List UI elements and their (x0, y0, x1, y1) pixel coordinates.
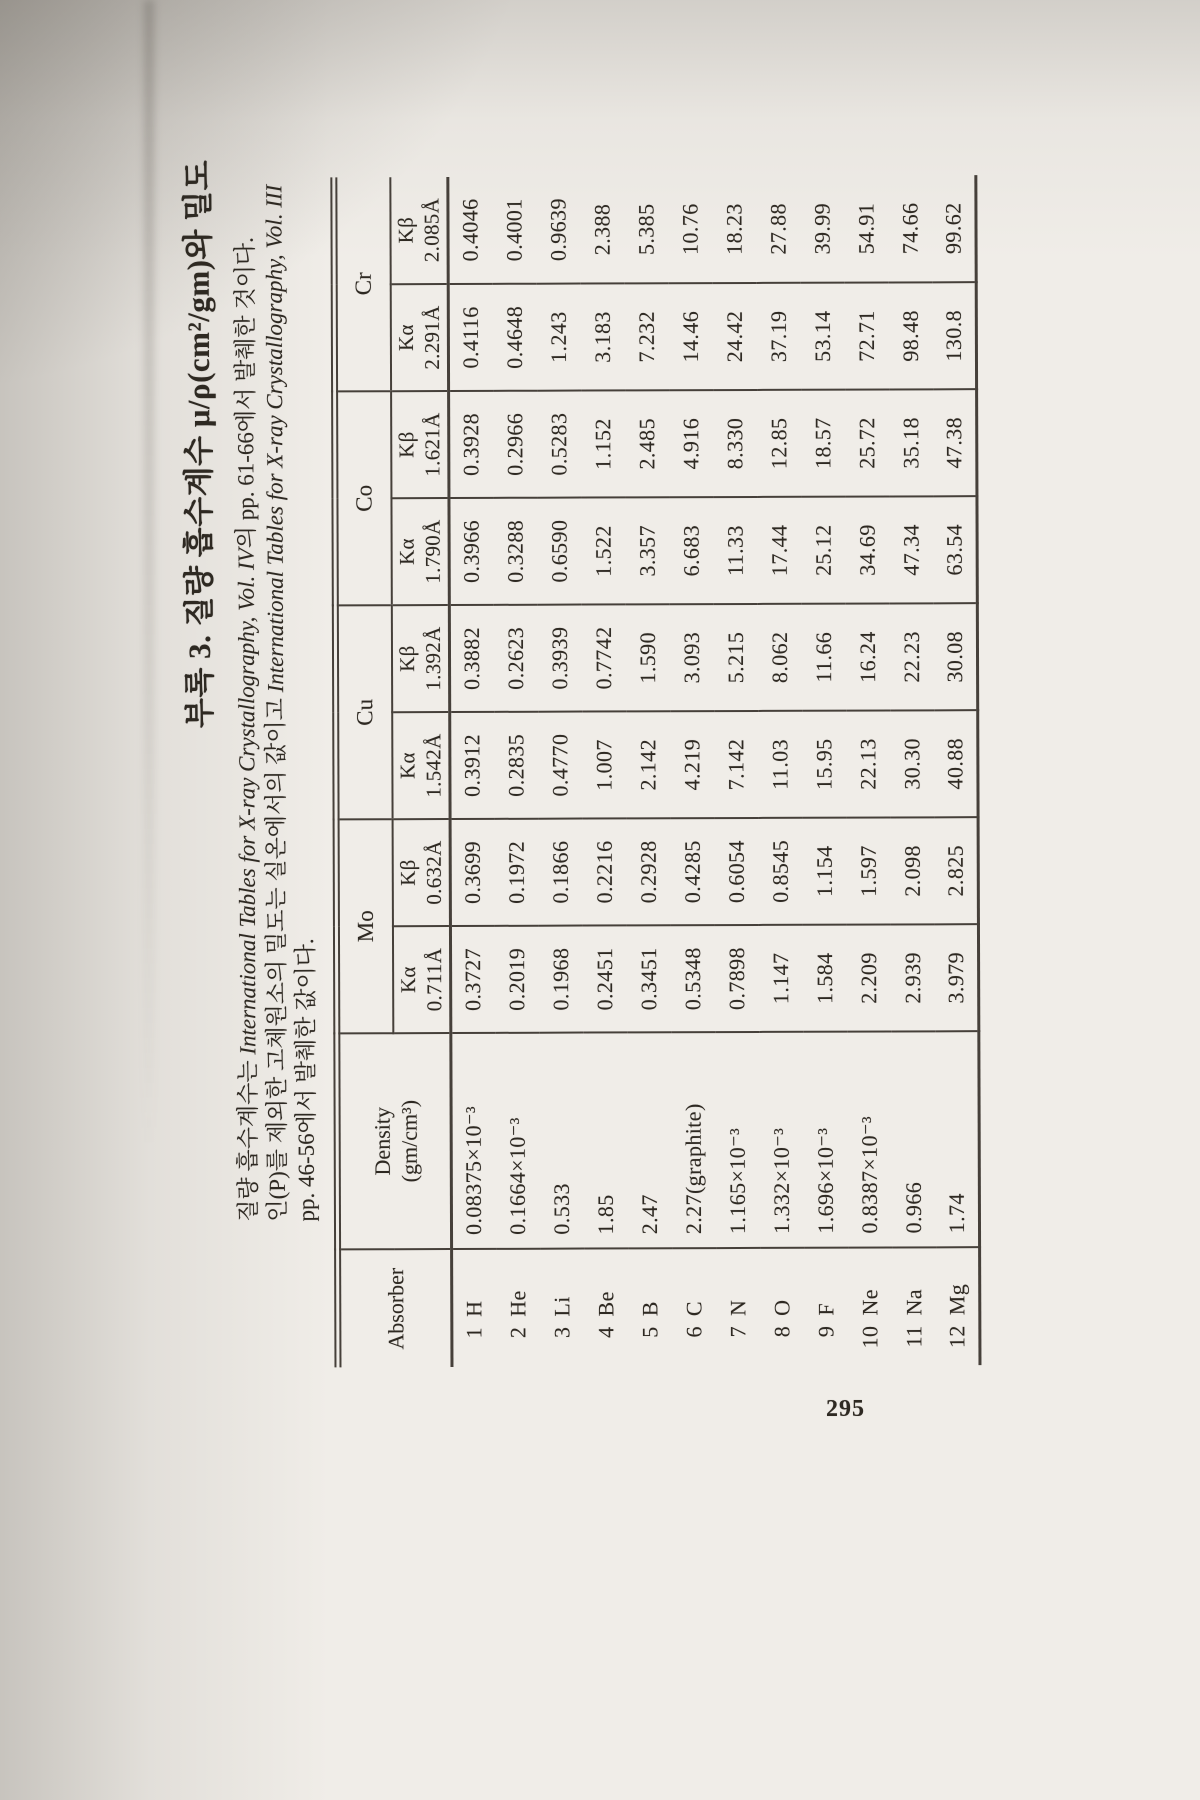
co-kb-cell: 12.85 (757, 390, 801, 497)
absorber-cell (496, 1249, 540, 1367)
table-row (624, 176, 672, 1366)
element-symbol: Ne (856, 1289, 882, 1316)
co-ka-cell: 25.12 (801, 497, 845, 604)
header-cr-kb: Kβ 2.085Å (390, 177, 448, 284)
caption (230, 159, 321, 1221)
mo-kb-cell: 0.3699 (450, 819, 494, 926)
cu-kb-cell: 5.215 (713, 604, 757, 711)
absorber-cell (760, 1248, 804, 1366)
cu-kb-cell: 1.590 (625, 604, 669, 711)
co-kb-cell: 0.5283 (537, 391, 581, 498)
mo-kb-cell: 0.4285 (670, 818, 714, 925)
header-mo-kb: Kβ 0.632Å (392, 819, 450, 926)
cu-ka-cell: 15.95 (802, 711, 846, 818)
density-cell: 1.696×10⁻³ (803, 1032, 848, 1248)
element-symbol: H (461, 1300, 487, 1317)
cr-kb-cell: 74.66 (888, 175, 932, 282)
absorber-cell (452, 1249, 496, 1367)
cr-ka-cell: 3.183 (580, 283, 624, 390)
caption-line-1 (230, 160, 263, 1222)
cr-ka-cell: 72.71 (844, 282, 888, 389)
mo-ka-cell: 0.2451 (582, 925, 626, 1032)
cr-ka-cell: 0.4648 (492, 284, 536, 391)
cr-kb-cell: 0.9639 (536, 177, 580, 284)
header-density-line2: (gm/cm³) (396, 1099, 422, 1183)
element-number: 12 (944, 1325, 970, 1349)
page-number: 295 (826, 1396, 865, 1422)
header-cr-ka: Kα 2.291Å (390, 284, 448, 391)
co-ka-cell: 11.33 (713, 497, 757, 604)
co-kb-cell: 47.38 (933, 389, 977, 496)
absorber-cell (716, 1248, 760, 1366)
cr-kb-cell: 5.385 (624, 176, 668, 283)
cu-kb-cell: 22.23 (889, 603, 933, 710)
density-cell: 2.47 (627, 1032, 672, 1248)
cr-kb-cell: 99.62 (932, 175, 976, 282)
element-symbol: B (636, 1301, 662, 1317)
mo-ka-cell: 3.979 (934, 924, 978, 1031)
table-row (492, 177, 540, 1367)
caption-text: 의 pp. 61-66에서 발췌한 것이다. (232, 237, 259, 549)
co-kb-cell: 18.57 (801, 390, 845, 497)
density-cell: 0.8387×10⁻³ (847, 1031, 892, 1247)
absorber-cell (628, 1248, 672, 1366)
cr-kb-cell: 10.76 (668, 176, 712, 283)
co-ka-cell: 0.3288 (493, 498, 537, 605)
co-kb-cell: 35.18 (889, 389, 933, 496)
table-row (932, 175, 980, 1365)
cr-ka-cell: 53.14 (800, 283, 844, 390)
co-kb-cell: 0.2966 (493, 391, 537, 498)
element-symbol: He (504, 1290, 530, 1317)
cu-ka-cell: 30.30 (890, 710, 934, 817)
element-number: 10 (856, 1325, 882, 1349)
cu-kb-cell: 0.3882 (449, 605, 493, 712)
cu-ka-cell: 2.142 (626, 711, 670, 818)
mo-kb-cell: 0.6054 (714, 818, 758, 925)
absorber-cell (892, 1247, 936, 1365)
cu-ka-cell: 0.4770 (538, 712, 582, 819)
density-cell: 0.08375×10⁻³ (451, 1033, 496, 1249)
element-number: 7 (724, 1325, 750, 1338)
cu-ka-cell: 4.219 (670, 711, 714, 818)
density-cell: 2.27(graphite) (671, 1032, 716, 1248)
co-ka-cell: 1.522 (581, 497, 625, 604)
element-symbol: Li (548, 1296, 574, 1317)
caption-line-2 (259, 160, 292, 1222)
table-row (448, 177, 496, 1367)
cu-kb-cell: 0.7742 (581, 604, 625, 711)
element-number: 6 (680, 1326, 706, 1338)
cr-ka-cell: 37.19 (756, 283, 800, 390)
table-row (800, 176, 848, 1366)
mo-ka-cell: 0.7898 (714, 925, 758, 1032)
table-row (888, 175, 936, 1365)
mo-kb-cell: 0.1972 (494, 819, 538, 926)
element-number: 4 (592, 1326, 618, 1338)
cr-ka-cell: 1.243 (536, 284, 580, 391)
title-caption-block (172, 159, 321, 1221)
mo-ka-cell: 1.147 (758, 925, 802, 1032)
mo-kb-cell: 2.098 (890, 817, 934, 924)
element-number: 1 (461, 1326, 487, 1339)
mo-kb-cell: 0.8545 (758, 818, 802, 925)
page-title: 부록 3. 질량 흡수계수 μ/ρ(cm²/gm)와 밀도 (180, 159, 218, 729)
mo-kb-cell: 2.825 (934, 817, 978, 924)
co-ka-cell: 6.683 (669, 497, 713, 604)
density-cell: 1.165×10⁻³ (715, 1032, 760, 1248)
co-ka-cell: 0.6590 (537, 498, 581, 605)
scan-shadow-spine (144, 0, 154, 1150)
cr-kb-cell: 18.23 (712, 176, 756, 283)
mo-kb-cell: 1.154 (802, 818, 846, 925)
mo-ka-cell: 2.209 (846, 924, 890, 1031)
density-cell: 0.1664×10⁻³ (495, 1033, 540, 1249)
co-kb-cell: 25.72 (845, 389, 889, 496)
element-number: 5 (636, 1326, 662, 1338)
cr-kb-cell: 54.91 (844, 175, 888, 282)
header-absorber: Absorber (338, 1249, 452, 1367)
table-row (756, 176, 804, 1366)
rotated-content (164, 116, 1182, 1800)
mo-kb-cell: 0.1866 (538, 819, 582, 926)
cu-kb-cell: 11.66 (801, 604, 845, 711)
cr-ka-cell: 0.4116 (448, 284, 492, 391)
cr-kb-cell: 27.88 (756, 176, 800, 283)
co-ka-cell: 47.34 (889, 496, 933, 603)
mo-ka-cell: 2.939 (890, 924, 934, 1031)
header-density-line1: Density (369, 1106, 395, 1176)
co-kb-cell: 0.3928 (449, 391, 493, 498)
element-symbol: C (680, 1301, 706, 1317)
table-row (844, 175, 892, 1365)
mo-ka-cell: 0.3727 (450, 926, 494, 1033)
element-symbol: Be (592, 1291, 618, 1317)
co-kb-cell: 1.152 (581, 390, 625, 497)
caption-book-title: International Tables for X-ray Crystallography, Vol. IV (233, 548, 261, 1055)
cr-ka-cell: 24.42 (712, 283, 756, 390)
absorption-table (330, 175, 981, 1367)
caption-text: 질량 흡수계수는 (235, 1054, 261, 1222)
element-symbol: N (724, 1299, 750, 1317)
density-cell: 1.74 (935, 1031, 980, 1247)
header-cu-ka: Kα 1.542Å (392, 712, 450, 819)
absorber-cell (540, 1249, 584, 1367)
absorber-cell (936, 1247, 980, 1365)
header-group-row (334, 177, 394, 1367)
cu-kb-cell: 30.08 (933, 603, 977, 710)
caption-text: pp. 46-56에서 발췌한 값이다. (292, 938, 319, 1222)
co-kb-cell: 2.485 (625, 390, 669, 497)
caption-text: 인(P)를 제외한 고체원소의 밀도는 실온에서의 값이고 (263, 692, 290, 1222)
mo-kb-cell: 0.2216 (582, 818, 626, 925)
cr-ka-cell: 130.8 (932, 282, 976, 389)
co-kb-cell: 8.330 (713, 390, 757, 497)
mo-kb-cell: 0.2928 (626, 818, 670, 925)
cu-kb-cell: 16.24 (845, 603, 889, 710)
density-cell: 0.966 (891, 1031, 936, 1247)
co-ka-cell: 34.69 (845, 496, 889, 603)
cu-ka-cell: 22.13 (846, 710, 890, 817)
cr-kb-cell: 39.99 (800, 176, 844, 283)
mo-ka-cell: 0.3451 (626, 925, 670, 1032)
header-group-co: Co (335, 391, 392, 605)
header-group-cr: Cr (334, 177, 391, 391)
cr-kb-cell: 0.4046 (448, 177, 492, 284)
cu-kb-cell: 3.093 (669, 604, 713, 711)
element-symbol: F (812, 1303, 838, 1316)
header-group-mo: Mo (336, 819, 393, 1033)
caption-line-3 (288, 159, 321, 1221)
co-kb-cell: 4.916 (669, 390, 713, 497)
cu-kb-cell: 8.062 (757, 604, 801, 711)
table-row (580, 176, 628, 1366)
mo-ka-cell: 1.584 (802, 925, 846, 1032)
mo-ka-cell: 0.1968 (538, 926, 582, 1033)
cr-ka-cell: 7.232 (624, 283, 668, 390)
density-cell: 1.332×10⁻³ (759, 1032, 804, 1248)
header-co-kb: Kβ 1.621Å (391, 391, 449, 498)
cu-ka-cell: 0.3912 (450, 712, 494, 819)
element-symbol: O (768, 1299, 794, 1316)
density-cell: 0.533 (539, 1033, 584, 1249)
absorber-cell (584, 1248, 628, 1366)
density-cell: 1.85 (583, 1032, 628, 1248)
element-symbol: Na (900, 1288, 926, 1316)
co-ka-cell: 63.54 (933, 496, 977, 603)
mo-ka-cell: 0.5348 (670, 925, 714, 1032)
absorber-cell (848, 1247, 892, 1365)
co-ka-cell: 17.44 (757, 497, 801, 604)
header-co-ka: Kα 1.790Å (391, 498, 449, 605)
cu-ka-cell: 11.03 (758, 711, 802, 818)
cu-ka-cell: 0.2835 (494, 712, 538, 819)
co-ka-cell: 0.3966 (449, 498, 493, 605)
cu-ka-cell: 40.88 (934, 710, 978, 817)
cr-ka-cell: 98.48 (888, 282, 932, 389)
mo-ka-cell: 0.2019 (494, 926, 538, 1033)
element-number: 9 (812, 1325, 838, 1338)
cr-ka-cell: 14.46 (668, 283, 712, 390)
element-number: 11 (900, 1325, 926, 1348)
table-row (712, 176, 760, 1366)
element-number: 8 (768, 1325, 794, 1338)
cr-kb-cell: 0.4001 (492, 177, 536, 284)
co-ka-cell: 3.357 (625, 497, 669, 604)
element-number: 2 (504, 1326, 530, 1339)
table-row (668, 176, 716, 1366)
element-number: 3 (548, 1326, 574, 1339)
header-mo-ka: Kα 0.711Å (392, 926, 450, 1033)
cu-ka-cell: 7.142 (714, 711, 758, 818)
header-group-cu: Cu (335, 605, 392, 819)
header-cu-kb: Kβ 1.392Å (391, 605, 449, 712)
cu-kb-cell: 0.2623 (493, 605, 537, 712)
cu-ka-cell: 1.007 (582, 711, 626, 818)
table-row (536, 177, 584, 1367)
element-symbol: Mg (943, 1283, 970, 1316)
cu-kb-cell: 0.3939 (537, 605, 581, 712)
cr-kb-cell: 2.388 (580, 176, 624, 283)
mo-kb-cell: 1.597 (846, 817, 890, 924)
absorber-cell (672, 1248, 716, 1366)
caption-book-title: International Tables for X-ray Crystallography, Vol. III (261, 184, 289, 693)
absorber-cell (804, 1248, 848, 1366)
header-density (337, 1033, 452, 1249)
